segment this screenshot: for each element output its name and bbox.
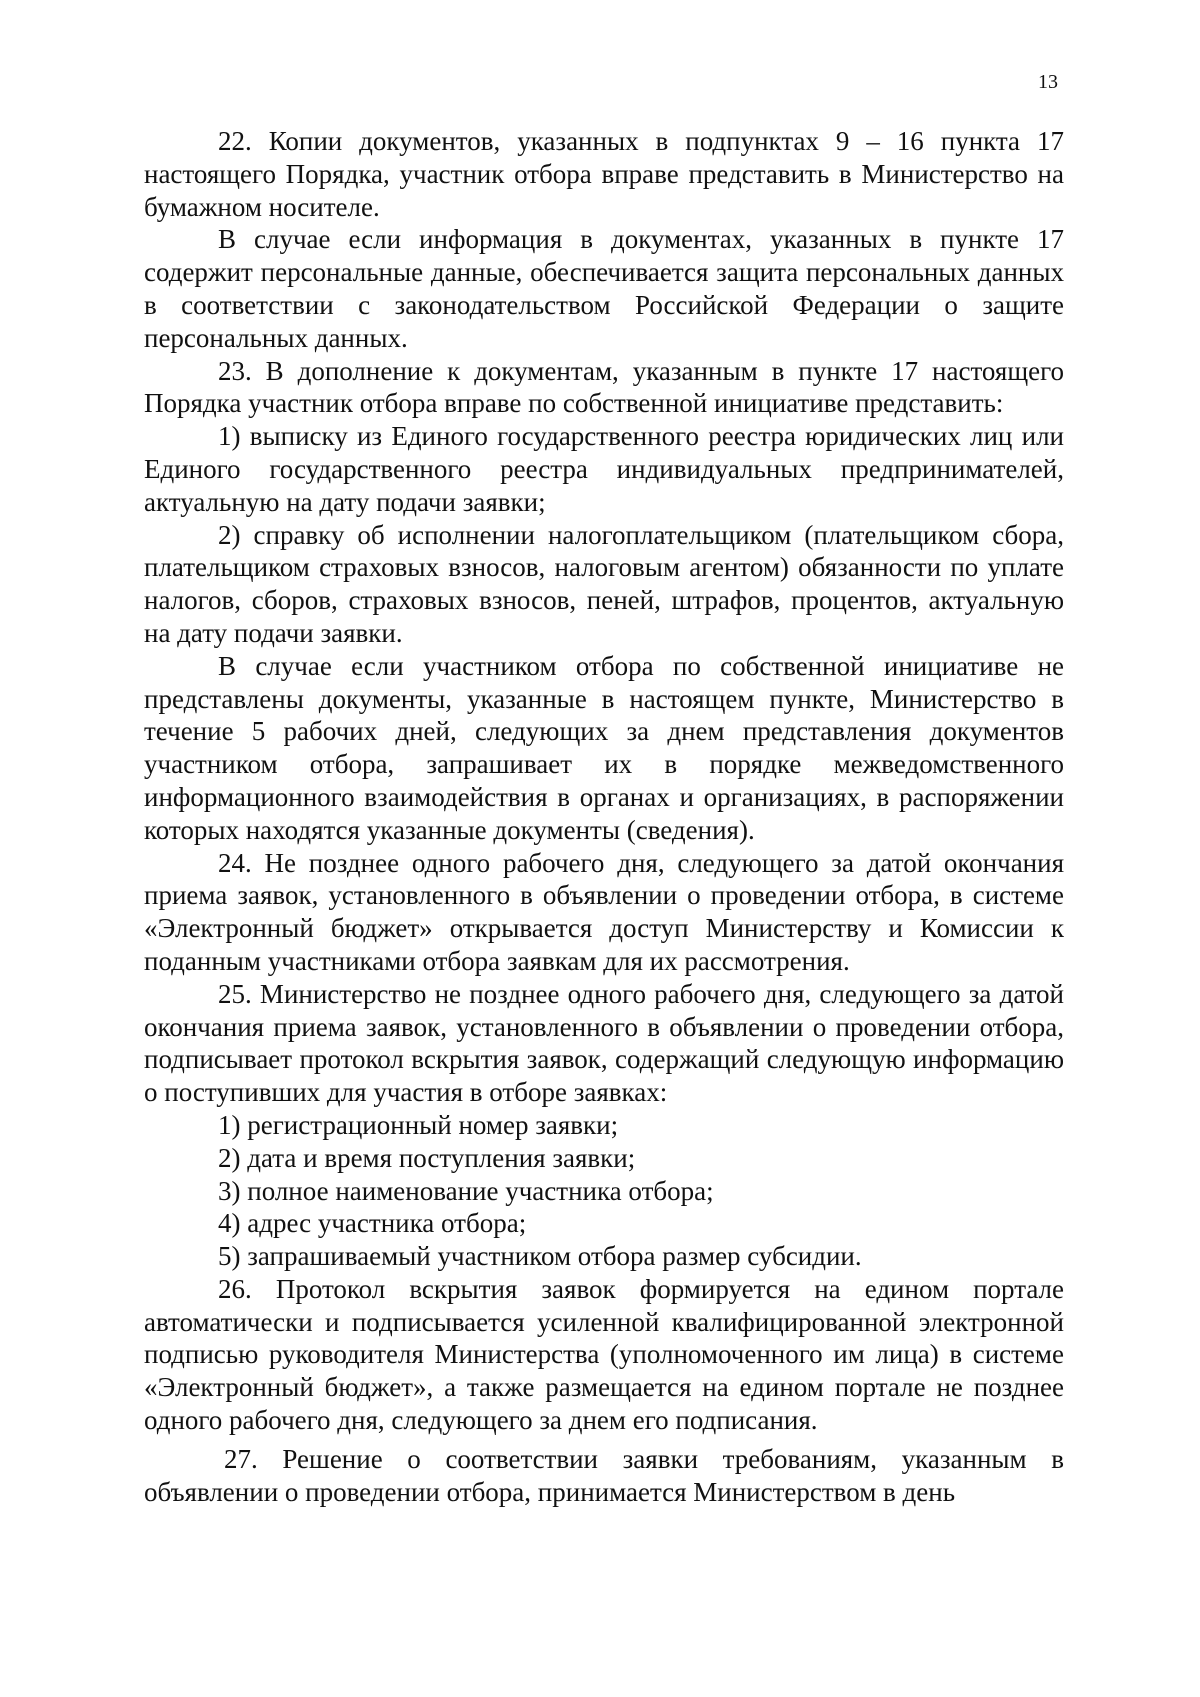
paragraph-25-item-2: 2) дата и время поступления заявки;: [218, 1142, 636, 1173]
paragraph-26: 26. Протокол вскрытия заявок формируется на едином портале автоматически и подписывается усиленной квалифицированной электронной подписью руководителя Министерства (уполномоченного им лица) в системе «Электронный бюджет», а также размещается на едином портале не позднее одного рабочего дня, следующего за днем его подписания.: [144, 1273, 1064, 1436]
paragraph-25: 25. Министерство не позднее одного рабочего дня, следующего за датой окончания приема заявок, установленного в объявлении о проведении отбора, подписывает протокол вскрытия заявок, содержащий следующую информацию о поступивших для участия в отборе заявках:: [144, 978, 1064, 1108]
page-number: 13: [1038, 71, 1058, 93]
paragraph-25-item-3: 3) полное наименование участника отбора;: [218, 1175, 714, 1206]
paragraph-23-item-2: 2) справку об исполнении налогоплательщиком (плательщиком сбора, плательщиком страховых взносов, налоговым агентом) обязанности по уплате налогов, сборов, страховых взносов, пеней, штрафов, процентов, актуальную на дату подачи заявки.: [144, 519, 1064, 648]
paragraph-25-item-1: 1) регистрационный номер заявки;: [218, 1109, 619, 1140]
paragraph-22: 22. Копии документов, указанных в подпунктах 9 – 16 пункта 17 настоящего Порядка, участник отбора вправе представить в Министерство на бумажном носителе.: [144, 126, 1064, 222]
paragraph-25-item-4: 4) адрес участника отбора;: [218, 1208, 527, 1239]
paragraph-25-item-5: 5) запрашиваемый участником отбора размер субсидии.: [218, 1241, 862, 1272]
paragraph-23-request: В случае если участником отбора по собственной инициативе не представлены документы, указанные в настоящем пункте, Министерство в течение 5 рабочих дней, следующих за днем представления документов участником отбора, запрашивает их в порядке межведомственного информационного взаимодействия в органах и организациях, в распоряжении которых находятся указанные документы (сведения).: [144, 650, 1064, 845]
paragraph-27: 27. Решение о соответствии заявки требованиям, указанным в объявлении о проведении отбора, принимается Министерством в день: [144, 1443, 1064, 1507]
paragraph-23: 23. В дополнение к документам, указанным в пункте 17 настоящего Порядка участник отбора вправе по собственной инициативе представить:: [144, 355, 1064, 419]
paragraph-24: 24. Не позднее одного рабочего дня, следующего за датой окончания приема заявок, установленного в объявлении о проведении отбора, в системе «Электронный бюджет» открывается доступ Министерству и Комиссии к поданным участниками отбора заявкам для их рассмотрения.: [144, 847, 1064, 976]
document-body: [144, 125, 1064, 1508]
paragraph-23-item-1: 1) выписку из Единого государственного реестра юридических лиц или Единого государственного реестра индивидуальных предпринимателей, актуальную на дату подачи заявки;: [144, 421, 1064, 517]
paragraph-22-personal-data: В случае если информация в документах, указанных в пункте 17 содержит персональные данные, обеспечивается защита персональных данных в соответствии с законодательством Российской Федерации о защите персональных данных.: [144, 224, 1064, 353]
